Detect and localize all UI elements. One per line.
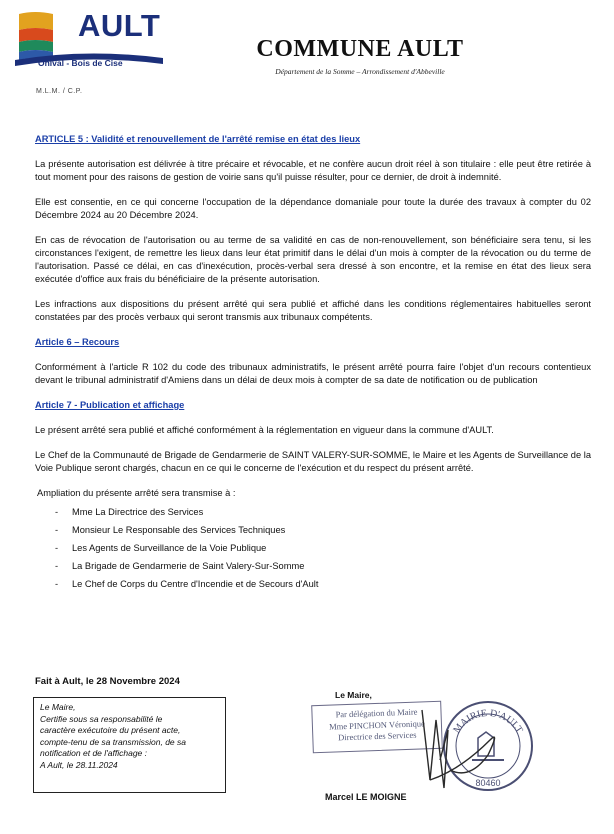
article5-title: ARTICLE 5 : Validité et renouvellement de l'arrêté remise en état des lieux xyxy=(35,134,361,144)
stamp-line: Mme PINCHON Véronique xyxy=(328,717,425,732)
ampliation-list xyxy=(35,506,591,591)
ampliation-intro: Ampliation du présente arrêté sera transmise à : xyxy=(37,488,236,498)
list-item: - Le Chef de Corps du Centre d'Incendie et de Secours d'Ault xyxy=(35,578,591,591)
article5-paragraph: Elle est consentie, en ce qui concerne l'occupation de la dépendance domaniale pour toute la durée des travaux à compter du 02 Décembre 2024 au 20 Décembre 2024. xyxy=(35,197,591,220)
article6-paragraph: Conformément à l'article R 102 du code des tribunaux administratifs, le présent arrêté pourra faire l'objet d'un recours contentieux devant le tribunal administratif d'Amiens dans un délai de deux mois à compter de sa date de notification ou de publication xyxy=(35,362,591,385)
logo-subtitle: Onival - Bois de Cise xyxy=(38,58,123,68)
stamp-line: Directrice des Services xyxy=(337,729,417,743)
maire-label: Le Maire, xyxy=(335,690,372,700)
seal-postcode: 80460 xyxy=(475,778,501,788)
page-subtitle: Département de la Somme – Arrondissement d'Abbeville xyxy=(275,67,445,76)
article5-paragraph: En cas de révocation de l'autorisation ou au terme de sa validité en cas de non-renouvellement, son bénéficiaire sera tenu, si les circonstances l'exigent, de remettre les lieux dans leur état primitif dans le délai d'un mois à compter de la révocation ou du terme de l'autorisation. Passé ce délai, en cas d'inexécution, procès-verbal sera dressé à son encontre, et la remise en état des lieux sera exécutée d'office aux frais du bénéficiaire de la présente autorisation. xyxy=(35,235,591,284)
mayor-signature xyxy=(400,700,520,795)
article5-paragraph: La présente autorisation est délivrée à titre précaire et révocable, et ne confère aucun droit réel à son titulaire : elle peut être retirée à tout moment pour des raisons de gestion de voirie sans qu'il puisse résulter, pour ce dernier, de droit à indemnité. xyxy=(35,159,591,182)
certification-box xyxy=(33,697,226,793)
cert-line: notification et de l'affichage : xyxy=(40,748,147,758)
cert-line: Le Maire, xyxy=(40,702,76,712)
list-item: - La Brigade de Gendarmerie de Saint Valery-Sur-Somme xyxy=(35,560,591,573)
list-item: - Les Agents de Surveillance de la Voie Publique xyxy=(35,542,591,555)
stamp-line: Par délégation du Maire xyxy=(335,706,418,720)
cert-line: Certifie sous sa responsabilité le xyxy=(40,713,163,724)
list-item: - Monsieur Le Responsable des Services Techniques xyxy=(35,524,591,537)
page-title: COMMUNE AULT xyxy=(256,36,464,62)
article5-paragraph: Les infractions aux dispositions du présent arrêté qui sera publié et affiché dans les conditions réglementaires habituelles seront constatées par des procès verbaux qui seront transmis aux tribunaux compétents. xyxy=(35,299,591,322)
cert-line: A Ault, le 28.11.2024 xyxy=(40,759,118,770)
document-body xyxy=(35,133,591,596)
article6-title: Article 6 – Recours xyxy=(35,337,120,347)
list-item: - Mme La Directrice des Services xyxy=(35,506,591,519)
logo-wordmark: AULT xyxy=(78,8,161,43)
mayor-name: Marcel LE MOIGNE xyxy=(325,792,407,802)
seal-text: MAIRIE D'AULT xyxy=(451,707,525,736)
fait-a-date: Fait à Ault, le 28 Novembre 2024 xyxy=(35,676,180,687)
cert-line: caractère exécutoire du présent acte, xyxy=(40,725,181,735)
article7-paragraph: Le présent arrêté sera publié et affiché conformément à la réglementation en vigueur dans la commune d'AULT. xyxy=(35,425,494,435)
article7-title: Article 7 - Publication et affichage xyxy=(35,400,185,410)
article7-paragraph: Le Chef de la Communauté de Brigade de Gendarmerie de SAINT VALERY-SUR-SOMME, le Maire et les Agents de Surveillance de la Voie Publique seront chargés, chacun en ce qui le concerne de l'exécution et du respect du présent arrêté. xyxy=(35,450,591,473)
reference-initials: M.L.M. / C.P. xyxy=(36,88,83,95)
cert-line: compte-tenu de sa transmission, de sa xyxy=(40,736,186,747)
